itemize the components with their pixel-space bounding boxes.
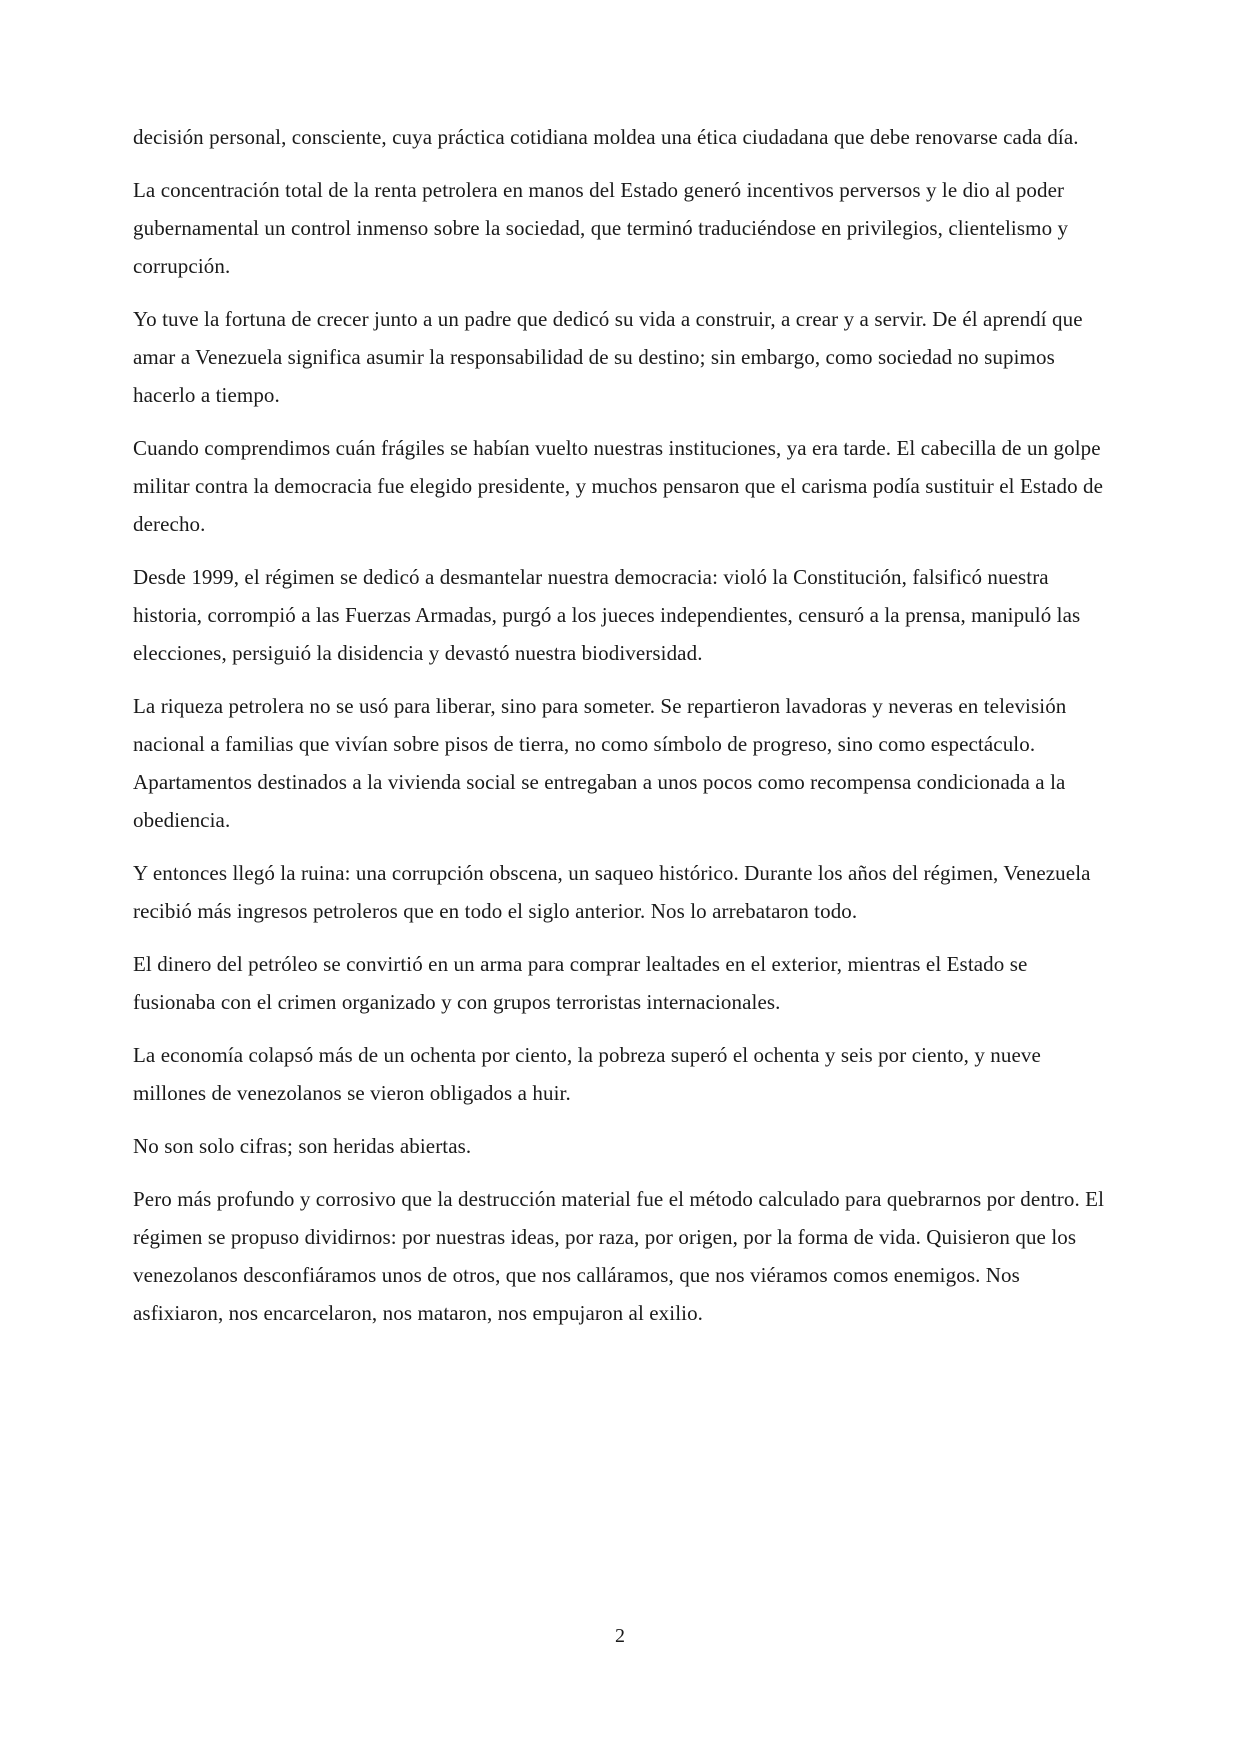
paragraph: Yo tuve la fortuna de crecer junto a un padre que dedicó su vida a construir, a crear y a servir. De él aprendí que amar a Venezuela significa asumir la responsabilidad de su destino; sin embargo, como sociedad no supimos hacerlo a tiempo. — [133, 307, 1083, 407]
paragraph: Cuando comprendimos cuán frágiles se habían vuelto nuestras instituciones, ya era tarde. El cabecilla de un golpe militar contra la democracia fue elegido presidente, y muchos pensaron que el carisma podía sustituir el Estado de derecho. — [133, 436, 1104, 536]
page-footer — [0, 1625, 1240, 1648]
paragraph: La concentración total de la renta petrolera en manos del Estado generó incentivos perversos y le dio al poder gubernamental un control inmenso sobre la sociedad, que terminó traduciéndose en privilegios, clientelismo y corrupción. — [133, 178, 1069, 278]
paragraph: decisión personal, consciente, cuya práctica cotidiana moldea una ética ciudadana que debe renovarse cada día. — [133, 125, 1079, 149]
paragraph: La riqueza petrolera no se usó para liberar, sino para someter. Se repartieron lavadoras y neveras en televisión nacional a familias que vivían sobre pisos de tierra, no como símbolo de progreso, sino como espectáculo. Apartamentos destinados a la vivienda social se entregaban a unos pocos como recompensa condicionada a la obediencia. — [133, 694, 1067, 832]
paragraph: La economía colapsó más de un ochenta por ciento, la pobreza superó el ochenta y seis por ciento, y nueve millones de venezolanos se vieron obligados a huir. — [133, 1043, 1041, 1105]
paragraph: Pero más profundo y corrosivo que la destrucción material fue el método calculado para quebrarnos por dentro. El régimen se propuso dividirnos: por nuestras ideas, por raza, por origen, por la forma de vida. Quisieron que los venezolanos desconfiáramos unos de otros, que nos calláramos, que nos viéramos comos enemigos. Nos asfixiaron, nos encarcelaron, nos mataron, nos empujaron al exilio. — [133, 1187, 1105, 1325]
paragraph: Y entonces llegó la ruina: una corrupción obscena, un saqueo histórico. Durante los años del régimen, Venezuela recibió más ingresos petroleros que en todo el siglo anterior. Nos lo arrebataron todo. — [133, 861, 1091, 923]
paragraph: No son solo cifras; son heridas abiertas. — [133, 1134, 472, 1158]
text-column — [133, 118, 1108, 1347]
paragraph: Desde 1999, el régimen se dedicó a desmantelar nuestra democracia: violó la Constitución, falsificó nuestra historia, corrompió a las Fuerzas Armadas, purgó a los jueces independientes, censuró a la prensa, manipuló las elecciones, persiguió la disidencia y devastó nuestra biodiversidad. — [133, 565, 1081, 665]
page-number: 2 — [615, 1625, 625, 1647]
paragraph: El dinero del petróleo se convirtió en un arma para comprar lealtades en el exterior, mientras el Estado se fusionaba con el crimen organizado y con grupos terroristas internacionales. — [133, 952, 1028, 1014]
